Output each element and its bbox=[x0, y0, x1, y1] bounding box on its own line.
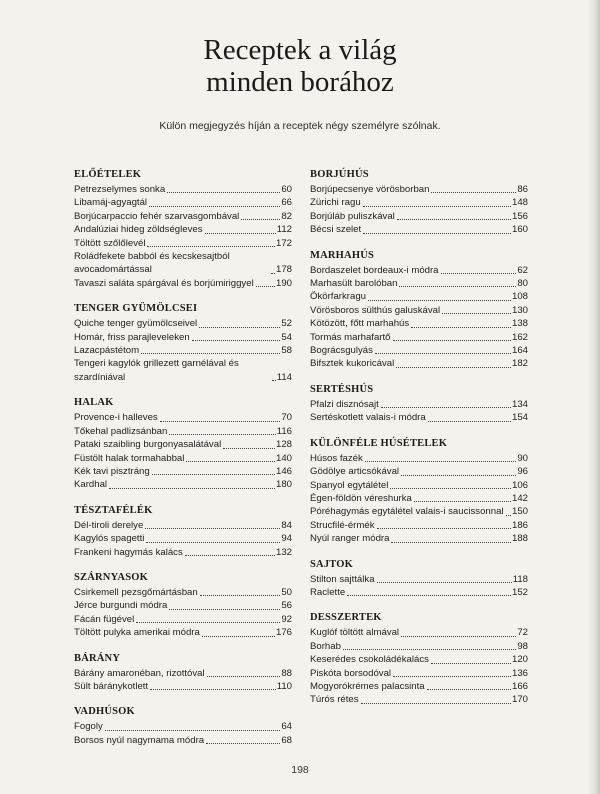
recipe-name: Gödölye articsókával bbox=[310, 466, 400, 478]
recipe-page-number: 156 bbox=[511, 210, 528, 222]
recipe-page-number: 50 bbox=[281, 586, 292, 598]
recipe-entry bbox=[310, 452, 528, 465]
section-heading: BÁRÁNY bbox=[74, 652, 121, 664]
recipe-name: Fácán fügével bbox=[74, 613, 135, 625]
section-tenger-gyumolcsei bbox=[74, 302, 292, 384]
leader-dots bbox=[506, 515, 511, 516]
recipe-page-number: 152 bbox=[511, 586, 528, 598]
section-halak bbox=[74, 396, 292, 491]
recipe-entry bbox=[74, 465, 292, 478]
section-heading: ELŐÉTELEK bbox=[74, 169, 142, 180]
leader-dots bbox=[428, 421, 511, 422]
leader-dots bbox=[393, 340, 511, 341]
recipe-name: Borhab bbox=[310, 640, 341, 652]
recipe-page-number: 176 bbox=[275, 627, 292, 639]
recipe-name: Húsos fazék bbox=[310, 452, 363, 464]
recipe-entry bbox=[310, 640, 528, 653]
leader-dots bbox=[401, 475, 516, 476]
recipe-entry bbox=[74, 599, 292, 612]
leader-dots bbox=[441, 273, 517, 274]
recipe-entry bbox=[74, 438, 292, 451]
recipe-name: Bifsztek kukoricával bbox=[310, 358, 395, 370]
recipe-name: Petrezselymes sonka bbox=[74, 184, 166, 195]
recipe-entry bbox=[310, 653, 528, 666]
recipe-name: Borjúcarpaccio fehér szarvasgombával bbox=[74, 210, 240, 222]
recipe-name: Túrós rétes bbox=[310, 694, 359, 706]
recipe-name: Jérce burgundi módra bbox=[74, 600, 168, 612]
leader-dots bbox=[271, 273, 275, 274]
recipe-page-number: 58 bbox=[281, 345, 292, 357]
recipe-name: Quiche tenger gyümölcseivel bbox=[74, 318, 198, 330]
leader-dots bbox=[205, 233, 276, 234]
recipe-name: Andalúziai hideg zöldségleves bbox=[74, 224, 203, 236]
recipe-page-number: 190 bbox=[275, 277, 292, 289]
leader-dots bbox=[141, 353, 280, 354]
recipe-entry bbox=[310, 331, 528, 344]
leader-dots bbox=[397, 219, 511, 220]
recipe-name: Borjúláb puliszkával bbox=[310, 210, 395, 222]
recipe-name: Tavaszi saláta spárgával és borjúmiriggyel bbox=[74, 277, 254, 289]
recipe-name: Frankeni hagymás kalács bbox=[74, 546, 183, 558]
recipe-name: Strucfilé-érmék bbox=[310, 519, 375, 531]
leader-dots bbox=[256, 286, 275, 287]
recipe-page-number: 182 bbox=[511, 358, 528, 370]
recipe-entry bbox=[310, 398, 528, 411]
recipe-entry bbox=[74, 734, 292, 747]
recipe-name: Bécsi szelet bbox=[310, 224, 362, 236]
recipe-page-number: 68 bbox=[281, 734, 292, 746]
section-tesztafelek bbox=[74, 504, 292, 559]
recipe-entry bbox=[74, 331, 292, 344]
recipe-entry bbox=[74, 425, 292, 438]
recipe-name: Dél-tiroli derelye bbox=[74, 519, 144, 531]
leader-dots bbox=[363, 206, 511, 207]
recipe-entry bbox=[310, 304, 528, 317]
page-number: 198 bbox=[291, 764, 309, 776]
leader-dots bbox=[361, 703, 511, 704]
recipe-entry bbox=[74, 586, 292, 599]
section-szarnyasok bbox=[74, 571, 292, 640]
recipe-entry bbox=[310, 411, 528, 424]
section-heading: DESSZERTEK bbox=[310, 612, 382, 624]
section-heading: TÉSZTAFÉLÉK bbox=[74, 504, 153, 516]
leader-dots bbox=[272, 380, 276, 381]
recipe-entry bbox=[74, 626, 292, 639]
page-title bbox=[0, 34, 600, 98]
recipe-entry bbox=[74, 519, 292, 532]
left-column bbox=[74, 168, 292, 759]
leader-dots bbox=[411, 327, 511, 328]
recipe-name: Homár, friss parajleveleken bbox=[74, 331, 190, 343]
recipe-page-number: 180 bbox=[275, 479, 292, 491]
section-marhahus bbox=[310, 249, 528, 371]
recipe-page-number: 132 bbox=[275, 546, 292, 558]
recipe-page-number: 88 bbox=[281, 667, 292, 679]
recipe-page-number: 66 bbox=[281, 197, 292, 209]
recipe-page-number: 160 bbox=[511, 224, 528, 236]
recipe-entry bbox=[310, 573, 528, 586]
section-sajtok bbox=[310, 558, 528, 600]
leader-dots bbox=[136, 622, 280, 623]
leader-dots bbox=[109, 488, 275, 489]
recipe-name: Kuglóf töltött almával bbox=[310, 627, 400, 639]
recipe-entry bbox=[310, 586, 528, 599]
recipe-entry bbox=[74, 680, 292, 693]
title-line-2: minden borához bbox=[206, 66, 394, 98]
recipe-entry bbox=[74, 667, 292, 680]
recipe-page-number: 84 bbox=[281, 519, 292, 531]
recipe-name: Spanyol egytálétel bbox=[310, 479, 389, 491]
recipe-name: Nyúl ranger módra bbox=[310, 533, 390, 545]
section-heading: BORJÚHÚS bbox=[310, 169, 369, 180]
recipe-entry bbox=[310, 626, 528, 639]
recipe-name: Fogoly bbox=[74, 721, 103, 733]
recipe-name: Sült báránykotlett bbox=[74, 680, 149, 692]
recipe-entry bbox=[74, 237, 292, 250]
leader-dots bbox=[150, 689, 276, 690]
recipe-entry bbox=[310, 492, 528, 505]
leader-dots bbox=[391, 542, 511, 543]
recipe-page-number: 142 bbox=[511, 492, 528, 504]
leader-dots bbox=[207, 676, 281, 677]
leader-dots bbox=[105, 730, 281, 731]
section-heading: VADHÚSOK bbox=[74, 706, 135, 718]
recipe-page-number: 108 bbox=[511, 291, 528, 303]
leader-dots bbox=[442, 313, 511, 314]
recipe-page-number: 140 bbox=[275, 452, 292, 464]
recipe-entry bbox=[74, 546, 292, 559]
recipe-entry bbox=[310, 519, 528, 532]
recipe-name: Vörösboros sülthús galuskával bbox=[310, 304, 441, 316]
recipe-name: Ökörfarkragu bbox=[310, 291, 366, 303]
leader-dots bbox=[169, 434, 275, 435]
leader-dots bbox=[363, 233, 511, 234]
recipe-entry bbox=[310, 505, 528, 518]
leader-dots bbox=[343, 649, 516, 650]
leader-dots bbox=[396, 367, 511, 368]
recipe-page-number: 112 bbox=[276, 224, 292, 236]
recipe-entry bbox=[74, 250, 292, 277]
recipe-page-number: 94 bbox=[281, 533, 292, 545]
section-heading: SAJTOK bbox=[310, 558, 354, 570]
recipe-page-number: 98 bbox=[517, 640, 528, 652]
section-heading: SZÁRNYASOK bbox=[74, 571, 148, 583]
leader-dots bbox=[381, 407, 511, 408]
leader-dots bbox=[377, 582, 512, 583]
recipe-entry bbox=[310, 264, 528, 277]
recipe-page-number: 116 bbox=[276, 425, 292, 437]
recipe-entry bbox=[74, 478, 292, 491]
leader-dots bbox=[145, 528, 280, 529]
title-line-1: Receptek a világ bbox=[203, 34, 397, 66]
recipe-name: Töltött szőlőlevél bbox=[74, 237, 146, 249]
recipe-name: Bográcsgulyás bbox=[310, 345, 373, 357]
recipe-entry bbox=[310, 183, 528, 196]
leader-dots bbox=[149, 206, 280, 207]
recipe-page-number: 60 bbox=[281, 184, 292, 195]
recipe-entry bbox=[310, 479, 528, 492]
leader-dots bbox=[427, 689, 511, 690]
recipe-name: Kardhal bbox=[74, 479, 108, 491]
recipe-name: Borjúpecsenye vörösborban bbox=[310, 184, 430, 195]
recipe-page-number: 70 bbox=[281, 412, 292, 424]
recipe-page-number: 120 bbox=[511, 654, 528, 666]
leader-dots bbox=[375, 353, 511, 354]
recipe-page-number: 96 bbox=[517, 466, 528, 478]
recipe-name: Lazacpástétom bbox=[74, 345, 140, 357]
recipe-name: Kék tavi pisztráng bbox=[74, 465, 150, 477]
recipe-page-number: 146 bbox=[275, 465, 292, 477]
recipe-entry bbox=[74, 532, 292, 545]
section-heading: SERTÉSHÚS bbox=[310, 383, 374, 395]
recipe-name: Töltött pulyka amerikai módra bbox=[74, 627, 200, 639]
leader-dots bbox=[200, 595, 281, 596]
leader-dots bbox=[241, 219, 280, 220]
recipe-page-number: 114 bbox=[276, 371, 292, 383]
recipe-entry bbox=[74, 411, 292, 424]
recipe-name: Mogyorókrémes palacsinta bbox=[310, 680, 425, 692]
section-borjuhus bbox=[310, 168, 528, 237]
recipe-entry bbox=[74, 720, 292, 733]
recipe-entry bbox=[310, 680, 528, 693]
recipe-page-number: 64 bbox=[281, 721, 292, 733]
leader-dots bbox=[390, 488, 511, 489]
leader-dots bbox=[347, 595, 511, 596]
leader-dots bbox=[186, 461, 275, 462]
recipe-entry bbox=[310, 532, 528, 545]
recipe-page-number: 166 bbox=[511, 680, 528, 692]
recipe-page-number: 106 bbox=[511, 479, 528, 491]
recipe-entry bbox=[310, 693, 528, 706]
recipe-page-number: 80 bbox=[517, 278, 528, 290]
leader-dots bbox=[206, 743, 280, 744]
recipe-page-number: 90 bbox=[517, 452, 528, 464]
leader-dots bbox=[223, 448, 275, 449]
recipe-name: Bárány amaronéban, rizottóval bbox=[74, 667, 205, 679]
recipe-page-number: 154 bbox=[511, 412, 528, 424]
leader-dots bbox=[147, 246, 275, 247]
leader-dots bbox=[167, 192, 280, 193]
recipe-entry bbox=[310, 277, 528, 290]
section-serteshus bbox=[310, 383, 528, 425]
recipe-name: Kagylós spagetti bbox=[74, 533, 145, 545]
recipe-name: Roládfekete babból és kecskesajtból avocadomártással bbox=[74, 251, 230, 276]
recipe-entry bbox=[74, 344, 292, 357]
recipe-page-number: 188 bbox=[511, 533, 528, 545]
recipe-page-number: 54 bbox=[281, 331, 292, 343]
recipe-entry bbox=[310, 465, 528, 478]
recipe-name: Kötözött, főtt marhahús bbox=[310, 318, 410, 330]
recipe-entry bbox=[310, 667, 528, 680]
section-barany bbox=[74, 652, 292, 694]
recipe-name: Borsos nyúl nagymama módra bbox=[74, 734, 205, 746]
leader-dots bbox=[199, 327, 280, 328]
recipe-entry bbox=[74, 210, 292, 223]
recipe-page-number: 130 bbox=[511, 304, 528, 316]
recipe-entry bbox=[74, 196, 292, 209]
intro-text: Külön megjegyzés híján a receptek négy személyre szólnak. bbox=[159, 120, 441, 132]
recipe-name: Marhasült barolóban bbox=[310, 278, 398, 290]
recipe-page-number: 86 bbox=[517, 184, 528, 195]
recipe-page-number: 62 bbox=[517, 264, 528, 276]
recipe-entry bbox=[310, 344, 528, 357]
recipe-page-number: 172 bbox=[275, 237, 292, 249]
recipe-name: Provence-i halleves bbox=[74, 412, 158, 424]
recipe-name: Tőkehal padlizsánban bbox=[74, 425, 168, 437]
recipe-entry bbox=[310, 223, 528, 236]
leader-dots bbox=[365, 461, 517, 462]
recipe-page-number: 136 bbox=[511, 667, 528, 679]
recipe-page-number: 110 bbox=[276, 680, 292, 692]
leader-dots bbox=[202, 636, 275, 637]
section-heading: KÜLÖNFÉLE HÚSÉTELEK bbox=[310, 437, 448, 449]
recipe-entry bbox=[74, 317, 292, 330]
section-eloetelek bbox=[74, 168, 292, 290]
recipe-page-number: 92 bbox=[281, 613, 292, 625]
recipe-page-number: 150 bbox=[511, 506, 528, 518]
recipe-page-number: 186 bbox=[511, 519, 528, 531]
recipe-page-number: 82 bbox=[281, 210, 292, 222]
section-vadhusok bbox=[74, 705, 292, 747]
recipe-page-number: 118 bbox=[512, 573, 528, 585]
recipe-entry bbox=[74, 613, 292, 626]
recipe-name: Tormás marhafartő bbox=[310, 331, 391, 343]
recipe-name: Sertéskotlett valais-i módra bbox=[310, 412, 426, 424]
section-desszertek bbox=[310, 611, 528, 706]
recipe-page-number: 148 bbox=[511, 197, 528, 209]
right-column bbox=[310, 168, 528, 719]
recipe-name: Keserédes csokoládékalács bbox=[310, 654, 429, 666]
recipe-entry bbox=[74, 452, 292, 465]
leader-dots bbox=[377, 528, 511, 529]
section-heading: MARHAHÚS bbox=[310, 249, 375, 261]
recipe-name: Piskóta borsodóval bbox=[310, 667, 392, 679]
recipe-name: Pfalzi disznósajt bbox=[310, 398, 379, 410]
recipe-name: Bordaszelet bordeaux-i módra bbox=[310, 264, 439, 276]
recipe-name: Raclette bbox=[310, 586, 346, 598]
leader-dots bbox=[399, 286, 516, 287]
recipe-page-number: 164 bbox=[511, 345, 528, 357]
recipe-name: Zürichi ragu bbox=[310, 197, 361, 209]
leader-dots bbox=[368, 300, 511, 301]
leader-dots bbox=[152, 474, 275, 475]
recipe-page-number: 178 bbox=[275, 264, 292, 276]
recipe-entry bbox=[74, 223, 292, 236]
recipe-page-number: 56 bbox=[281, 600, 292, 612]
recipe-page-number: 170 bbox=[511, 694, 528, 706]
recipe-entry bbox=[74, 357, 292, 384]
recipe-name: Tengeri kagylók grillezett garnélával és szardíniával bbox=[74, 358, 239, 383]
recipe-name: Libamáj-agyagtál bbox=[74, 197, 148, 209]
recipe-page-number: 134 bbox=[511, 398, 528, 410]
section-heading: HALAK bbox=[74, 397, 114, 409]
recipe-page-number: 52 bbox=[281, 318, 292, 330]
section-kulonfele-husetelek bbox=[310, 437, 528, 546]
recipe-name: Stilton sajttálka bbox=[310, 573, 375, 585]
recipe-entry bbox=[310, 196, 528, 209]
recipe-entry bbox=[74, 183, 292, 196]
leader-dots bbox=[192, 340, 281, 341]
recipe-page-number: 128 bbox=[275, 439, 292, 451]
leader-dots bbox=[431, 663, 511, 664]
recipe-entry bbox=[310, 357, 528, 370]
leader-dots bbox=[160, 421, 281, 422]
recipe-name: Csirkemell pezsgőmártásban bbox=[74, 586, 198, 598]
section-heading: TENGER GYÜMÖLCSEI bbox=[74, 303, 198, 315]
leader-dots bbox=[393, 676, 511, 677]
leader-dots bbox=[401, 636, 516, 637]
recipe-name: Pataki szaibling burgonyasalátával bbox=[74, 439, 222, 451]
recipe-name: Póréhagymás egytálétel valais-i saucissonnal bbox=[310, 506, 504, 518]
recipe-page-number: 72 bbox=[517, 627, 528, 639]
recipe-page-number: 138 bbox=[511, 318, 528, 330]
leader-dots bbox=[146, 542, 280, 543]
leader-dots bbox=[169, 609, 280, 610]
recipe-entry bbox=[310, 317, 528, 330]
recipe-page-number: 162 bbox=[511, 331, 528, 343]
recipe-entry bbox=[74, 277, 292, 290]
leader-dots bbox=[431, 192, 516, 193]
leader-dots bbox=[414, 501, 511, 502]
recipe-name: Égen-földön véreshurka bbox=[310, 492, 412, 504]
leader-dots bbox=[185, 555, 275, 556]
recipe-entry bbox=[310, 210, 528, 223]
recipe-name: Füstölt halak tormahabbal bbox=[74, 452, 185, 464]
recipe-entry bbox=[310, 290, 528, 303]
